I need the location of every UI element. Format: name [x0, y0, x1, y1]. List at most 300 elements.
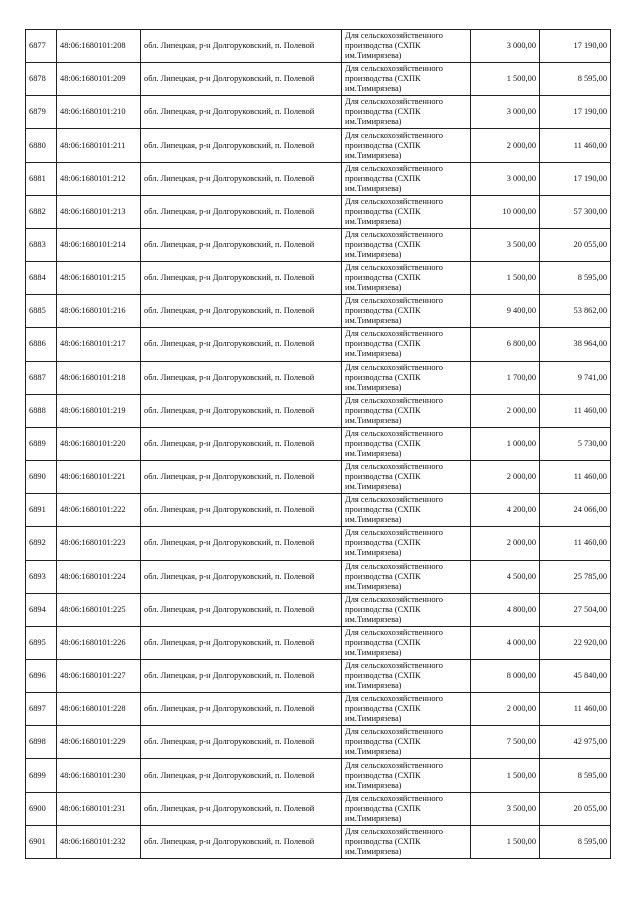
row-number: 6877 — [29, 41, 46, 51]
row-number: 6893 — [29, 571, 46, 581]
cadastral-value: 20 055,00 — [573, 240, 607, 250]
cadastral-value-cell — [540, 262, 611, 295]
row-number: 6878 — [29, 74, 46, 84]
row-number-cell — [26, 30, 57, 63]
land-use-line: производства (СХПК — [345, 372, 421, 382]
land-use-line: производства (СХПК — [345, 538, 421, 548]
address: обл. Липецкая, р-н Долгоруковский, п. Полевой — [144, 173, 315, 183]
land-use-cell — [342, 328, 471, 361]
land-use-line: им.Тимирязева) — [345, 250, 402, 260]
address: обл. Липецкая, р-н Долгоруковский, п. Полевой — [144, 107, 315, 117]
address-cell — [141, 30, 342, 63]
cadastral-number: 48:06:1680101:211 — [60, 140, 126, 150]
address: обл. Липецкая, р-н Долгоруковский, п. Полевой — [144, 140, 315, 150]
cadastral-value: 17 190,00 — [573, 107, 607, 117]
cadastral-value-cell — [540, 129, 611, 162]
cadastral-value: 8 595,00 — [577, 836, 607, 846]
land-use-line: Для сельскохозяйственного — [345, 793, 443, 803]
cadastral-number: 48:06:1680101:214 — [60, 240, 126, 250]
cadastral-value: 5 730,00 — [577, 438, 607, 448]
cadastral-number: 48:06:1680101:223 — [60, 538, 126, 548]
area-cell — [471, 262, 540, 295]
cadastral-value-cell — [540, 626, 611, 659]
cadastral-number: 48:06:1680101:210 — [60, 107, 126, 117]
row-number-cell — [26, 792, 57, 825]
land-use-cell — [342, 427, 471, 460]
area: 1 700,00 — [506, 372, 536, 382]
land-use-line: Для сельскохозяйственного — [345, 561, 443, 571]
row-number: 6899 — [29, 770, 46, 780]
land-use-line: производства (СХПК — [345, 604, 421, 614]
area-cell — [471, 328, 540, 361]
area: 2 000,00 — [506, 140, 536, 150]
land-use-line: Для сельскохозяйственного — [345, 31, 443, 41]
land-use-line: Для сельскохозяйственного — [345, 329, 443, 339]
address: обл. Липецкая, р-н Долгоруковский, п. Полевой — [144, 273, 315, 283]
area: 4 800,00 — [506, 604, 536, 614]
row-number-cell — [26, 693, 57, 726]
row-number-cell — [26, 96, 57, 129]
land-use-line: производства (СХПК — [345, 74, 421, 84]
land-use-line: производства (СХПК — [345, 671, 421, 681]
land-use-line: Для сельскохозяйственного — [345, 395, 443, 405]
cadastral-value: 24 066,00 — [573, 505, 607, 515]
area-cell — [471, 63, 540, 96]
area: 3 500,00 — [506, 803, 536, 813]
land-use-line: производства (СХПК — [345, 206, 421, 216]
table-row — [26, 361, 611, 394]
cadastral-value-cell — [540, 361, 611, 394]
row-number: 6895 — [29, 637, 46, 647]
address: обл. Липецкая, р-н Долгоруковский, п. Полевой — [144, 538, 315, 548]
cadastral-number: 48:06:1680101:224 — [60, 571, 126, 581]
table-row — [26, 394, 611, 427]
cadastral-number-cell — [57, 262, 141, 295]
cadastral-number-cell — [57, 461, 141, 494]
cadastral-value-cell — [540, 30, 611, 63]
address: обл. Липецкая, р-н Долгоруковский, п. Полевой — [144, 74, 315, 84]
table-row — [26, 593, 611, 626]
address-cell — [141, 162, 342, 195]
land-use-line: производства (СХПК — [345, 737, 421, 747]
address: обл. Липецкая, р-н Долгоруковский, п. Полевой — [144, 704, 315, 714]
table-row — [26, 328, 611, 361]
land-use-cell — [342, 195, 471, 228]
area-cell — [471, 693, 540, 726]
address: обл. Липецкая, р-н Долгоруковский, п. Полевой — [144, 472, 315, 482]
land-use-line: им.Тимирязева) — [345, 283, 402, 293]
cadastral-value-cell — [540, 195, 611, 228]
table-row — [26, 195, 611, 228]
row-number: 6898 — [29, 737, 46, 747]
area: 2 000,00 — [506, 472, 536, 482]
cadastral-value: 11 460,00 — [573, 140, 607, 150]
row-number-cell — [26, 361, 57, 394]
row-number: 6880 — [29, 140, 46, 150]
land-use-line: Для сельскохозяйственного — [345, 727, 443, 737]
land-use-cell — [342, 228, 471, 261]
land-use-cell — [342, 560, 471, 593]
row-number: 6896 — [29, 671, 46, 681]
land-use-line: им.Тимирязева) — [345, 780, 402, 790]
land-use-cell — [342, 30, 471, 63]
area-cell — [471, 96, 540, 129]
land-use-line: производства (СХПК — [345, 505, 421, 515]
area: 2 000,00 — [506, 538, 536, 548]
row-number-cell — [26, 328, 57, 361]
area: 10 000,00 — [502, 206, 536, 216]
cadastral-number-cell — [57, 63, 141, 96]
address-cell — [141, 693, 342, 726]
cadastral-value-cell — [540, 63, 611, 96]
cadastral-value: 8 595,00 — [577, 770, 607, 780]
land-use-cell — [342, 593, 471, 626]
address: обл. Липецкая, р-н Долгоруковский, п. Полевой — [144, 637, 315, 647]
cadastral-number-cell — [57, 825, 141, 858]
cadastral-number-cell — [57, 30, 141, 63]
area-cell — [471, 593, 540, 626]
cadastral-value: 27 504,00 — [573, 604, 607, 614]
address: обл. Липецкая, р-н Долгоруковский, п. Полевой — [144, 571, 315, 581]
land-use-line: Для сельскохозяйственного — [345, 495, 443, 505]
cadastral-value-cell — [540, 659, 611, 692]
cadastral-number-cell — [57, 328, 141, 361]
address-cell — [141, 328, 342, 361]
land-use-cell — [342, 494, 471, 527]
address: обл. Липецкая, р-н Долгоруковский, п. Полевой — [144, 306, 315, 316]
table-row — [26, 262, 611, 295]
land-use-line: Для сельскохозяйственного — [345, 462, 443, 472]
table-row — [26, 427, 611, 460]
area: 3 000,00 — [506, 107, 536, 117]
land-use-line: производства (СХПК — [345, 107, 421, 117]
land-use-cell — [342, 461, 471, 494]
land-use-line: Для сельскохозяйственного — [345, 528, 443, 538]
table-row — [26, 461, 611, 494]
address-cell — [141, 394, 342, 427]
table-row — [26, 129, 611, 162]
area: 4 200,00 — [506, 505, 536, 515]
row-number-cell — [26, 63, 57, 96]
table-row — [26, 63, 611, 96]
address-cell — [141, 195, 342, 228]
cadastral-value: 57 300,00 — [573, 206, 607, 216]
land-use-line: Для сельскохозяйственного — [345, 760, 443, 770]
address: обл. Липецкая, р-н Долгоруковский, п. Полевой — [144, 505, 315, 515]
cadastral-number: 48:06:1680101:212 — [60, 173, 126, 183]
land-use-line: им.Тимирязева) — [345, 51, 402, 61]
cadastral-number: 48:06:1680101:229 — [60, 737, 126, 747]
cadastral-number-cell — [57, 693, 141, 726]
land-use-line: Для сельскохозяйственного — [345, 627, 443, 637]
cadastral-value: 53 862,00 — [573, 306, 607, 316]
row-number-cell — [26, 759, 57, 792]
row-number: 6900 — [29, 803, 46, 813]
land-use-cell — [342, 626, 471, 659]
row-number-cell — [26, 228, 57, 261]
land-use-line: им.Тимирязева) — [345, 150, 402, 160]
land-use-line: производства (СХПК — [345, 273, 421, 283]
land-use-cell — [342, 759, 471, 792]
address: обл. Липецкая, р-н Долгоруковский, п. Полевой — [144, 206, 315, 216]
cadastral-number: 48:06:1680101:221 — [60, 472, 126, 482]
address: обл. Липецкая, р-н Долгоруковский, п. Полевой — [144, 372, 315, 382]
land-use-line: производства (СХПК — [345, 637, 421, 647]
address: обл. Липецкая, р-н Долгоруковский, п. Полевой — [144, 803, 315, 813]
address-cell — [141, 726, 342, 759]
cadastral-number: 48:06:1680101:222 — [60, 505, 126, 515]
address: обл. Липецкая, р-н Долгоруковский, п. Полевой — [144, 405, 315, 415]
area: 3 000,00 — [506, 41, 536, 51]
row-number: 6891 — [29, 505, 46, 515]
cadastral-value-cell — [540, 693, 611, 726]
cadastral-value-cell — [540, 527, 611, 560]
cadastral-value: 8 595,00 — [577, 74, 607, 84]
land-use-line: Для сельскохозяйственного — [345, 826, 443, 836]
cadastral-number-cell — [57, 129, 141, 162]
cadastral-number: 48:06:1680101:218 — [60, 372, 126, 382]
cadastral-number: 48:06:1680101:225 — [60, 604, 126, 614]
cadastral-number: 48:06:1680101:213 — [60, 206, 126, 216]
row-number-cell — [26, 825, 57, 858]
land-use-line: Для сельскохозяйственного — [345, 694, 443, 704]
address-cell — [141, 96, 342, 129]
land-use-line: им.Тимирязева) — [345, 515, 402, 525]
cadastral-value: 20 055,00 — [573, 803, 607, 813]
area: 2 000,00 — [506, 405, 536, 415]
cadastral-number: 48:06:1680101:220 — [60, 438, 126, 448]
row-number: 6897 — [29, 704, 46, 714]
land-use-cell — [342, 792, 471, 825]
address: обл. Липецкая, р-н Долгоруковский, п. Полевой — [144, 671, 315, 681]
area-cell — [471, 527, 540, 560]
area-cell — [471, 427, 540, 460]
area: 4 000,00 — [506, 637, 536, 647]
land-use-line: им.Тимирязева) — [345, 183, 402, 193]
area-cell — [471, 461, 540, 494]
land-use-line: им.Тимирязева) — [345, 482, 402, 492]
land-use-line: производства (СХПК — [345, 770, 421, 780]
land-use-cell — [342, 659, 471, 692]
area-cell — [471, 195, 540, 228]
cadastral-number-cell — [57, 195, 141, 228]
cadastral-number: 48:06:1680101:228 — [60, 704, 126, 714]
cadastral-number-cell — [57, 494, 141, 527]
land-use-line: им.Тимирязева) — [345, 681, 402, 691]
address-cell — [141, 659, 342, 692]
area: 7 500,00 — [506, 737, 536, 747]
land-use-cell — [342, 726, 471, 759]
row-number-cell — [26, 394, 57, 427]
land-use-line: производства (СХПК — [345, 803, 421, 813]
address: обл. Липецкая, р-н Долгоруковский, п. Полевой — [144, 41, 315, 51]
cadastral-value-cell — [540, 228, 611, 261]
land-use-cell — [342, 361, 471, 394]
area: 1 500,00 — [506, 273, 536, 283]
table-row — [26, 693, 611, 726]
row-number: 6894 — [29, 604, 46, 614]
area: 2 000,00 — [506, 704, 536, 714]
area: 9 400,00 — [506, 306, 536, 316]
land-use-line: Для сельскохозяйственного — [345, 196, 443, 206]
cadastral-number: 48:06:1680101:216 — [60, 306, 126, 316]
land-use-line: им.Тимирязева) — [345, 714, 402, 724]
cadastral-value: 11 460,00 — [573, 538, 607, 548]
land-use-line: Для сельскохозяйственного — [345, 64, 443, 74]
cadastral-number-cell — [57, 626, 141, 659]
cadastral-number-cell — [57, 295, 141, 328]
land-use-line: производства (СХПК — [345, 836, 421, 846]
cadastral-value-cell — [540, 162, 611, 195]
cadastral-number-cell — [57, 726, 141, 759]
land-use-line: производства (СХПК — [345, 240, 421, 250]
land-use-line: им.Тимирязева) — [345, 813, 402, 823]
cadastral-value-cell — [540, 96, 611, 129]
cadastral-number-cell — [57, 162, 141, 195]
area-cell — [471, 30, 540, 63]
address-cell — [141, 427, 342, 460]
cadastral-value: 17 190,00 — [573, 173, 607, 183]
table-row — [26, 295, 611, 328]
land-use-line: им.Тимирязева) — [345, 382, 402, 392]
address: обл. Липецкая, р-н Долгоруковский, п. Полевой — [144, 737, 315, 747]
document-page — [25, 29, 610, 859]
land-use-line: производства (СХПК — [345, 306, 421, 316]
cadastral-value: 25 785,00 — [573, 571, 607, 581]
address-cell — [141, 560, 342, 593]
table-row — [26, 659, 611, 692]
cadastral-value-cell — [540, 759, 611, 792]
cadastral-value: 11 460,00 — [573, 405, 607, 415]
cadastral-number: 48:06:1680101:231 — [60, 803, 126, 813]
table-row — [26, 96, 611, 129]
land-use-line: Для сельскохозяйственного — [345, 428, 443, 438]
cadastral-value: 22 920,00 — [573, 637, 607, 647]
cadastral-value-cell — [540, 494, 611, 527]
table-row — [26, 162, 611, 195]
cadastral-value-cell — [540, 295, 611, 328]
row-number: 6885 — [29, 306, 46, 316]
land-use-line: производства (СХПК — [345, 173, 421, 183]
row-number: 6887 — [29, 372, 46, 382]
land-use-line: Для сельскохозяйственного — [345, 594, 443, 604]
area-cell — [471, 295, 540, 328]
address: обл. Липецкая, р-н Долгоруковский, п. Полевой — [144, 604, 315, 614]
cadastral-number-cell — [57, 427, 141, 460]
row-number: 6884 — [29, 273, 46, 283]
table-row — [26, 527, 611, 560]
address: обл. Липецкая, р-н Долгоруковский, п. Полевой — [144, 438, 315, 448]
address-cell — [141, 262, 342, 295]
land-use-line: Для сельскохозяйственного — [345, 163, 443, 173]
cadastral-number: 48:06:1680101:226 — [60, 637, 126, 647]
land-use-line: производства (СХПК — [345, 472, 421, 482]
address-cell — [141, 63, 342, 96]
cadastral-number-cell — [57, 228, 141, 261]
land-use-line: им.Тимирязева) — [345, 448, 402, 458]
cadastral-value-cell — [540, 792, 611, 825]
row-number: 6881 — [29, 173, 46, 183]
table-row — [26, 825, 611, 858]
land-use-cell — [342, 295, 471, 328]
cadastral-value: 42 975,00 — [573, 737, 607, 747]
cadastral-value: 17 190,00 — [573, 41, 607, 51]
cadastral-value-cell — [540, 825, 611, 858]
table-body — [26, 30, 611, 859]
address-cell — [141, 759, 342, 792]
land-use-cell — [342, 394, 471, 427]
row-number: 6892 — [29, 538, 46, 548]
land-use-line: производства (СХПК — [345, 140, 421, 150]
row-number-cell — [26, 494, 57, 527]
area-cell — [471, 659, 540, 692]
land-use-line: им.Тимирязева) — [345, 747, 402, 757]
row-number-cell — [26, 262, 57, 295]
address-cell — [141, 825, 342, 858]
land-use-line: им.Тимирязева) — [345, 581, 402, 591]
area: 8 000,00 — [506, 671, 536, 681]
row-number: 6889 — [29, 438, 46, 448]
land-use-line: Для сельскохозяйственного — [345, 296, 443, 306]
row-number: 6879 — [29, 107, 46, 117]
area-cell — [471, 626, 540, 659]
cadastral-number: 48:06:1680101:208 — [60, 41, 126, 51]
land-use-line: Для сельскохозяйственного — [345, 230, 443, 240]
area-cell — [471, 792, 540, 825]
cadastral-value-cell — [540, 394, 611, 427]
area: 1 500,00 — [506, 770, 536, 780]
land-use-cell — [342, 262, 471, 295]
row-number-cell — [26, 162, 57, 195]
land-use-line: им.Тимирязева) — [345, 614, 402, 624]
land-use-line: им.Тимирязева) — [345, 349, 402, 359]
land-plots-table — [25, 29, 611, 859]
address-cell — [141, 527, 342, 560]
land-use-cell — [342, 162, 471, 195]
row-number-cell — [26, 726, 57, 759]
cadastral-number: 48:06:1680101:230 — [60, 770, 126, 780]
land-use-line: производства (СХПК — [345, 41, 421, 51]
address-cell — [141, 228, 342, 261]
cadastral-value: 11 460,00 — [573, 472, 607, 482]
address: обл. Липецкая, р-н Долгоруковский, п. Полевой — [144, 339, 315, 349]
cadastral-number-cell — [57, 394, 141, 427]
land-use-cell — [342, 63, 471, 96]
land-use-line: им.Тимирязева) — [345, 647, 402, 657]
area-cell — [471, 361, 540, 394]
land-use-line: Для сельскохозяйственного — [345, 97, 443, 107]
area: 1 500,00 — [506, 74, 536, 84]
area-cell — [471, 494, 540, 527]
cadastral-number-cell — [57, 759, 141, 792]
cadastral-number: 48:06:1680101:219 — [60, 405, 126, 415]
table-row — [26, 228, 611, 261]
cadastral-number: 48:06:1680101:209 — [60, 74, 126, 84]
land-use-line: им.Тимирязева) — [345, 216, 402, 226]
table-row — [26, 560, 611, 593]
row-number-cell — [26, 129, 57, 162]
cadastral-value: 38 964,00 — [573, 339, 607, 349]
address-cell — [141, 792, 342, 825]
cadastral-value-cell — [540, 461, 611, 494]
cadastral-number-cell — [57, 593, 141, 626]
area-cell — [471, 726, 540, 759]
land-use-cell — [342, 825, 471, 858]
address: обл. Липецкая, р-н Долгоруковский, п. Полевой — [144, 240, 315, 250]
land-use-line: производства (СХПК — [345, 339, 421, 349]
cadastral-value-cell — [540, 427, 611, 460]
table-row — [26, 30, 611, 63]
